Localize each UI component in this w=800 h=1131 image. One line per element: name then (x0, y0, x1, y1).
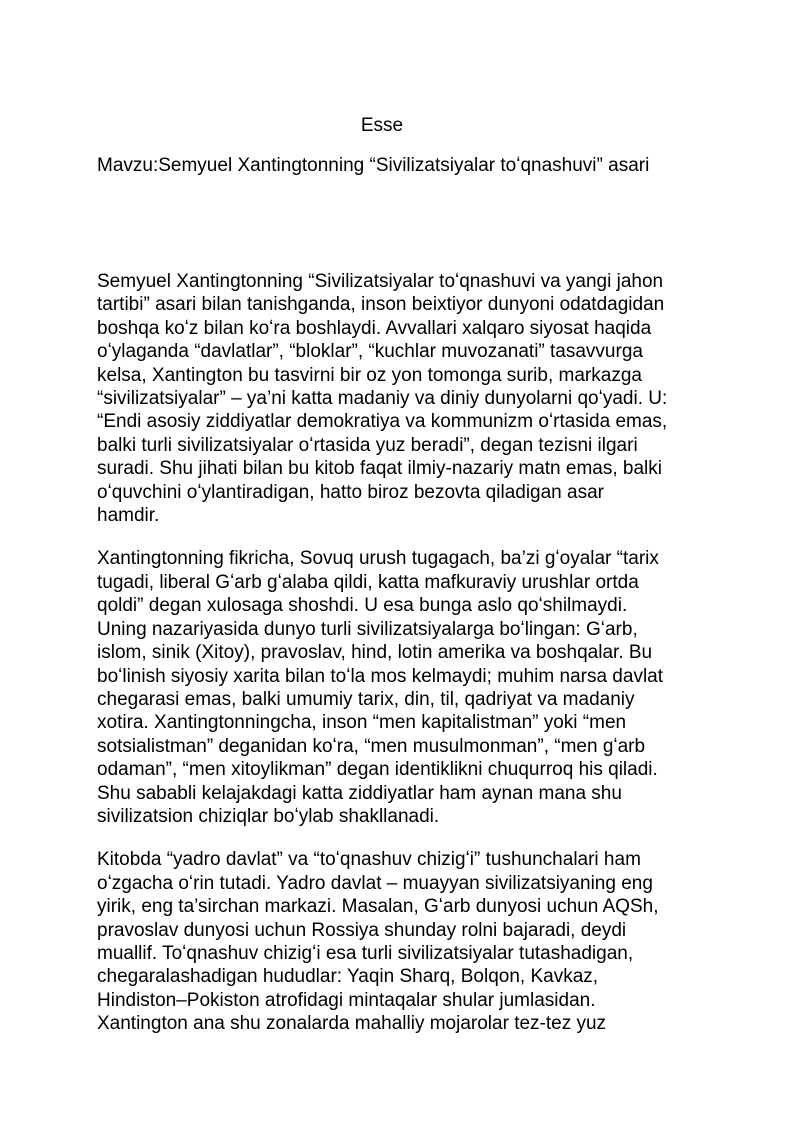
text-line: Xantington ana shu zonalarda mahalliy mojarolar tez-tez yuz (97, 1013, 607, 1035)
document-body (97, 270, 707, 1056)
text-line: sivilizatsion chiziqlar boʻylab shakllanadi. (97, 805, 440, 827)
text-line: oʻquvchini oʻylantiradigan, hatto biroz bezovta qiladigan asar (97, 481, 604, 503)
text-line: odaman”, “men xitoylikman” degan identiklikni chuqurroq his qiladi. (97, 759, 658, 781)
text-line: oʻzgacha oʻrin tutadi. Yadro davlat – muayyan sivilizatsiyaning eng (97, 872, 653, 894)
text-line: sotsialistman” deganidan koʻra, “men musulmonman”, “men gʻarb (97, 735, 646, 757)
text-line: qoldi” degan xulosaga shoshdi. U esa bunga aslo qoʻshilmaydi. (97, 595, 628, 617)
text-line: “sivilizatsiyalar” – ya’ni katta madaniy va diniy dunyolarni qoʻyadi. U: (97, 388, 668, 410)
text-line: chegarasi emas, balki umumiy tarix, din, til, qadriyat va madaniy (97, 688, 635, 710)
text-line: oʻylaganda “davlatlar”, “bloklar”, “kuchlar muvozanati” tasavvurga (97, 341, 643, 363)
text-line: Shu sababli kelajakdagi katta ziddiyatlar ham aynan mana shu (97, 782, 622, 804)
paragraph-3 (97, 848, 707, 1035)
text-line: yirik, eng ta’sirchan markazi. Masalan, Gʻarb dunyosi uchun AQSh, (97, 896, 659, 918)
text-line: suradi. Shu jihati bilan bu kitob faqat ilmiy-nazariy matn emas, balki (97, 458, 662, 480)
text-line: Uning nazariyasida dunyo turli sivilizatsiyalarga boʻlingan: Gʻarb, (97, 618, 638, 640)
text-line: tugadi, liberal Gʻarb gʻalaba qildi, katta mafkuraviy urushlar ortda (97, 571, 639, 593)
text-line: boʻlinish siyosiy xarita bilan toʻla mos kelmaydi; muhim narsa davlat (97, 665, 664, 687)
text-line: boshqa koʻz bilan koʻra boshlaydi. Avvallari xalqaro siyosat haqida (97, 317, 652, 339)
document-title: Esse (360, 115, 404, 136)
text-line: hamdir. (97, 505, 160, 527)
text-line: muallif. Toʻqnashuv chizigʻi esa turli sivilizatsiyalar tutashadigan, (97, 942, 634, 964)
paragraph-1 (97, 270, 707, 527)
text-line: Hindiston–Pokiston atrofidagi mintaqalar shular jumlasidan. (97, 989, 596, 1011)
text-line: kelsa, Xantington bu tasvirni bir oz yon tomonga surib, markazga (97, 364, 642, 386)
text-line: “Endi asosiy ziddiyatlar demokratiya va kommunizm oʻrtasida emas, (97, 411, 668, 433)
text-line: tartibi” asari bilan tanishganda, inson beixtiyor dunyoni odatdagidan (97, 294, 665, 316)
text-line: chegaralashadigan hududlar: Yaqin Sharq, Bolqon, Kavkaz, (97, 966, 599, 988)
text-line: Semyuel Xantingtonning “Sivilizatsiyalar toʻqnashuvi va yangi jahon (97, 271, 664, 292)
document-subject: Mavzu:Semyuel Xantingtonning “Sivilizatsiyalar toʻqnashuvi” asari (97, 155, 650, 176)
text-line: Xantingtonning fikricha, Sovuq urush tugagach, ba’zi gʻoyalar “tarix (97, 548, 659, 570)
text-line: balki turli sivilizatsiyalar oʻrtasida yuz beradi”, degan tezisni ilgari (97, 434, 638, 456)
text-line: islom, sinik (Xitoy), pravoslav, hind, lotin amerika va boshqalar. Bu (97, 642, 653, 664)
text-line: Kitobda “yadro davlat” va “toʻqnashuv chizigʻi” tushunchalari ham (97, 849, 641, 871)
text-line: pravoslav dunyosi uchun Rossiya shunday rolni bajaradi, deydi (97, 919, 627, 941)
text-line: xotira. Xantingtonningcha, inson “men kapitalistman” yoki “men (97, 712, 627, 734)
paragraph-2 (97, 547, 707, 828)
